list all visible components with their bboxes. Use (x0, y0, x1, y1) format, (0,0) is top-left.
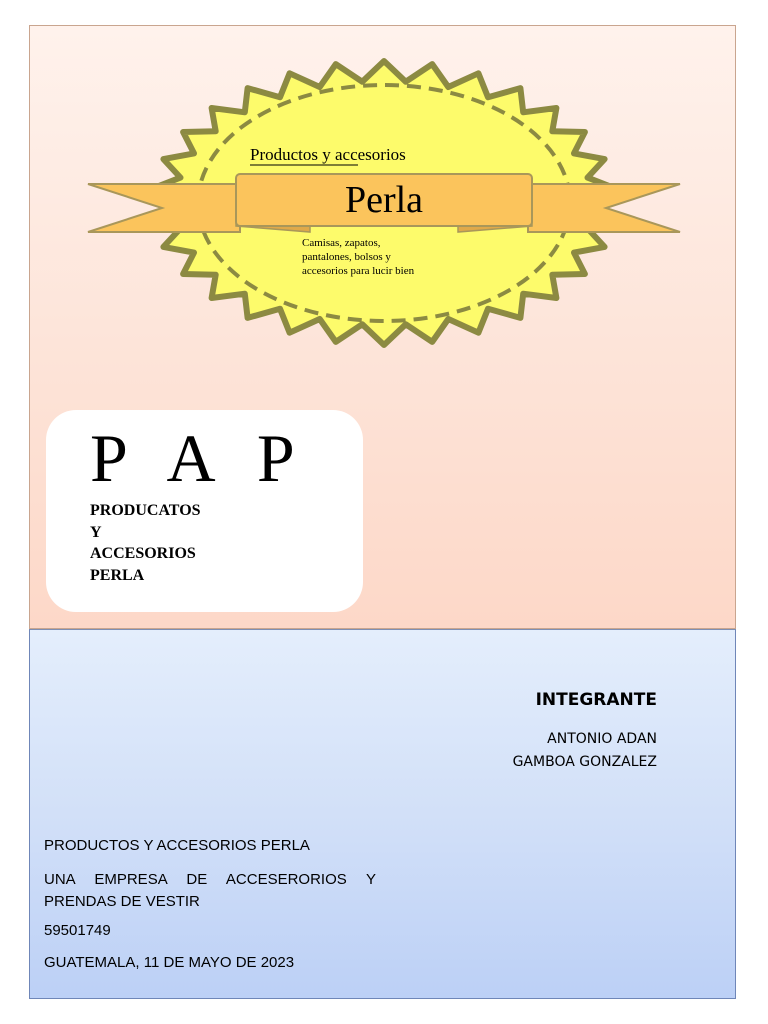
pap-line: Y (90, 523, 102, 541)
company-phone: 59501749 (44, 922, 111, 939)
pap-title-card (46, 410, 363, 612)
emblem-brand-name: Perla (344, 179, 424, 221)
emblem-tagline-line: accesorios para lucir bien (302, 265, 415, 277)
ribbon-right-tail (528, 184, 680, 232)
document-date: GUATEMALA, 11 DE MAYO DE 2023 (44, 954, 295, 971)
perla-emblem (0, 0, 768, 380)
company-description-line: PRENDAS DE VESTIR (44, 893, 200, 910)
pap-subtitle-lines (90, 500, 201, 586)
emblem-subtitle: Productos y accesorios (250, 145, 406, 164)
cover-bottom-panel (29, 629, 736, 999)
integrante-name-line: GAMBOA GONZALEZ (512, 754, 657, 770)
integrante-heading: INTEGRANTE (535, 690, 657, 710)
pap-title: P A P (90, 420, 309, 496)
company-description-line: UNA EMPRESA DE ACCESERORIOS Y (44, 871, 376, 888)
pap-line: ACCESORIOS (90, 545, 196, 562)
pap-line: PRODUCATOS (90, 502, 201, 519)
company-name: PRODUCTOS Y ACCESORIOS PERLA (44, 837, 310, 854)
ribbon-left-tail (88, 184, 240, 232)
pap-line: PERLA (90, 566, 145, 584)
emblem-tagline-line: Camisas, zapatos, (302, 237, 381, 249)
integrante-name-line: ANTONIO ADAN (547, 731, 657, 747)
emblem-tagline-line: pantalones, bolsos y (302, 251, 391, 263)
integrante-name (513, 728, 657, 774)
company-description (44, 869, 376, 913)
